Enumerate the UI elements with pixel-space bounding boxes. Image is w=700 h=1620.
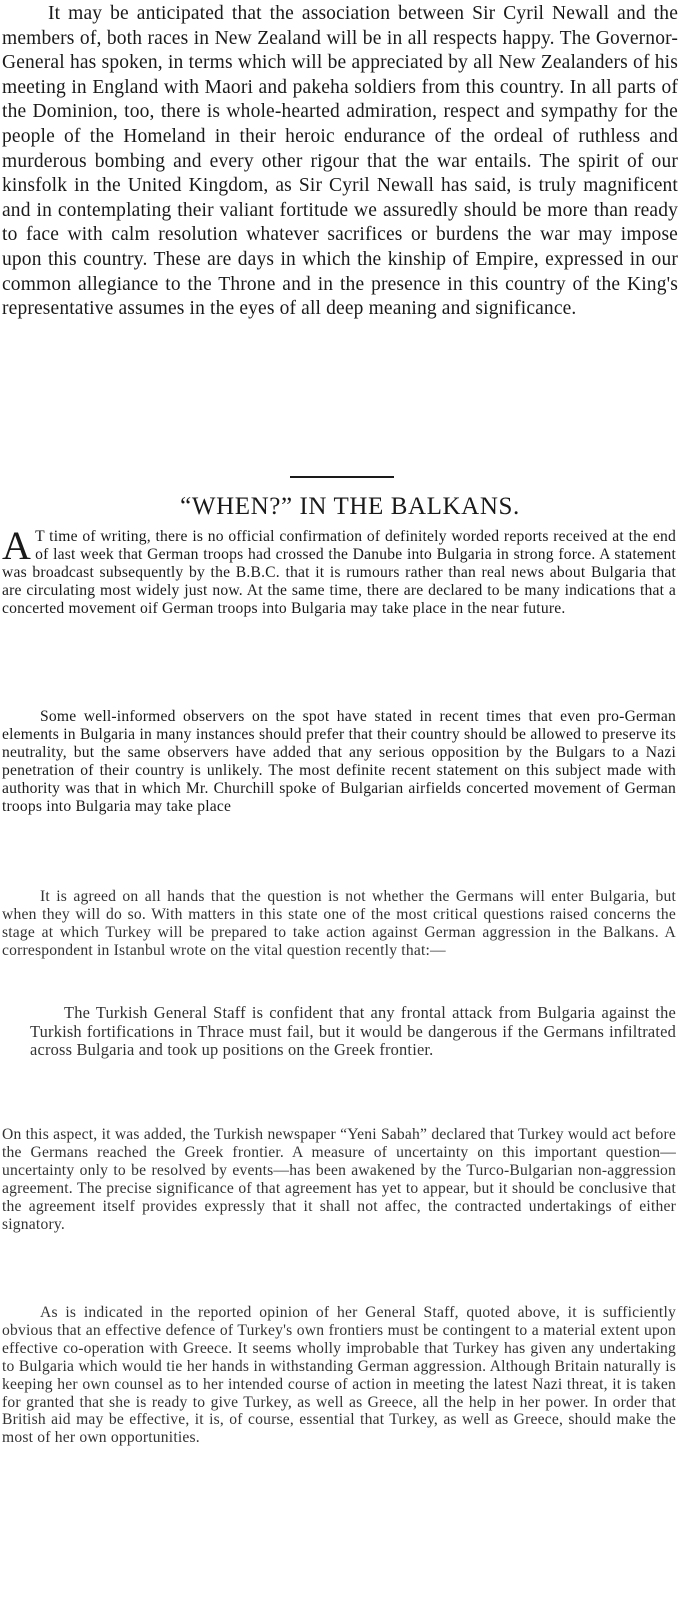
drop-cap-letter: A [2, 523, 32, 568]
article-paragraph-5: As is indicated in the reported opinion of her General Staff, quoted above, it is sufficiently obvious that an effective defence of Turkey's own frontiers must be contingent to a material extent upon effective co-operation with Greece. It seems wholly improbable that Turkey has given any undertaking to Bulgaria which would tie her hands in withstanding German aggression. Although Britain naturally is keeping her own counsel as to her intended course of action in meeting the latest Nazi threat, it is taken for granted that she is ready to give Turkey, as well as Greece, all the help in her power. In order that British aid may be effective, it is, of course, essential that Turkey, as well as Greece, should make the most of her own opportunities. [2, 1304, 676, 1447]
block-quotation: The Turkish General Staff is confident that any frontal attack from Bulgaria against the Turkish fortifications in Thrace must fail, but it would be dangerous if the Germans infiltrated across Bulgaria and took up positions on the Greek frontier. [30, 1003, 676, 1060]
article-paragraph-1-text: T time of writing, there is no official confirmation of definitely worded reports received at the end of last week that German troops had crossed the Danube into Bulgaria in strong force. A statement was broadcast subsequently by the B.B.C. that it is rumours rather than real news about Bulgaria that are circulating most widely just now. At the same time, there are declared to be many indications that a concerted movement oif German troops into Bulgaria may take place in the near future. [2, 528, 676, 617]
article-paragraph-3: It is agreed on all hands that the question is not whether the Germans will enter Bulgaria, but when they will do so. With matters in this state one of the most critical questions raised concerns the stage at which Turkey will be prepared to take action against German aggression in the Balkans. A correspondent in Istanbul wrote on the vital question recently that:— [2, 888, 676, 959]
section-divider-rule [290, 476, 394, 478]
lead-paragraph: It may be anticipated that the association between Sir Cyril Newall and the members of, both races in New Zealand will be in all respects happy. The Governor-General has spoken, in terms which will be appreciated by all New Zealanders of his meeting in England with Maori and pakeha soldiers from this country. In all parts of the Dominion, too, there is whole-hearted admiration, respect and sympathy for the people of the Homeland in their heroic endurance of the ordeal of ruthless and murderous bombing and every other rigour that the war entails. The spirit of our kinsfolk in the United Kingdom, as Sir Cyril Newall has said, is truly magnificent and in contemplating their valiant fortitude we assuredly should be more than ready to face with calm resolution whatever sacrifices or burdens the war may impose upon this country. These are days in which the kinship of Empire, expressed in our common allegiance to the Throne and in the presence in this country of the King's representative assumes in the eyes of all deep meaning and significance. [2, 3, 678, 320]
article-paragraph-2: Some well-informed observers on the spot have stated in recent times that even pro-German elements in Bulgaria in many instances should prefer that their country should be allowed to preserve its neutrality, but the same observers have added that any serious opposition by the Bulgars to a Nazi penetration of their country is unlikely. The most definite recent statement on this subject made with authority was that in which Mr. Churchill spoke of Bulgarian airfields concerted movement of German troops into Bulgaria may take place [2, 708, 676, 815]
article-paragraph-1 [2, 523, 676, 618]
article-headline: “WHEN?” IN THE BALKANS. [180, 493, 520, 520]
article-paragraph-4: On this aspect, it was added, the Turkish newspaper “Yeni Sabah” declared that Turkey would act before the Germans reached the Greek frontier. A measure of uncertainty on this important question—uncertainty only to be resolved by events—has been awakened by the Turco-Bulgarian non-aggression agreement. The precise significance of that agreement has yet to appear, but it should be conclusive that the agreement itself provides expressly that it shall not affec, the contracted undertakings of either signatory. [2, 1126, 676, 1233]
